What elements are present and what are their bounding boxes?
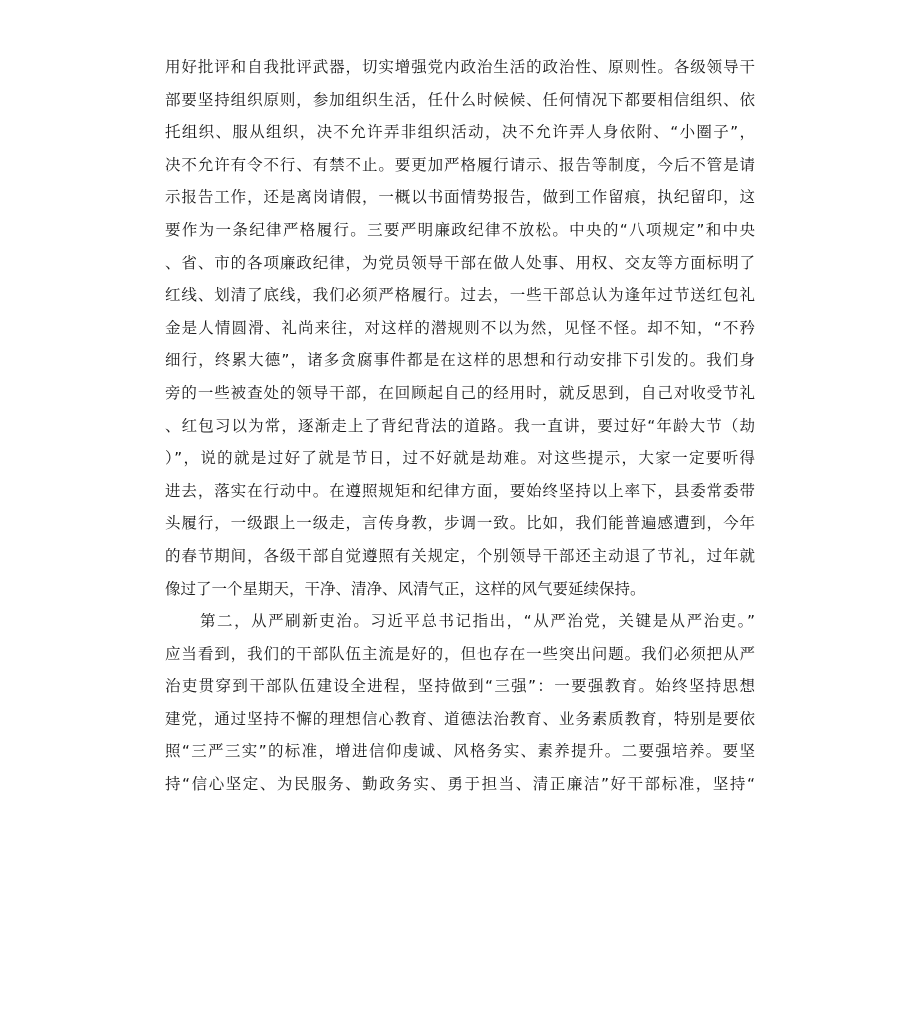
paragraph-1 [165,51,755,605]
text-line: 建党，通过坚持不懈的理想信心教育、道德法治教育、业务素质教育，特别是要依 [165,709,755,728]
text-line: 示报告工作，还是离岗请假，一概以书面情势报告，做到工作留痕，执纪留印，这 [165,188,755,207]
text-line: 的春节期间，各级干部自觉遵照有关规定，个别领导干部还主动退了节礼，过年就 [165,546,755,565]
text-line: 部要坚持组织原则，参加组织生活，任什么时候候、任何情况下都要相信组织、依 [165,90,755,109]
text-line: 进去，落实在行动中。在遵照规矩和纪律方面，要始终坚持以上率下，县委常委带 [165,481,755,500]
paragraph-2 [165,605,755,801]
text-line: 托组织、服从组织，决不允许弄非组织活动，决不允许弄人身依附、“小圈子”， [165,123,755,142]
text-line: 像过了一个星期天，干净、清净、风清气正，这样的风气要延续保持。 [165,579,646,598]
document-body [165,51,755,801]
text-line: ）”，说的就是过好了就是节日，过不好就是劫难。对这些提示，大家一定要听得 [165,449,755,468]
text-line: 红线、划清了底线，我们必须严格履行。过去，一些干部总认为逢年过节送红包礼 [165,286,755,305]
text-line: 持“信心坚定、为民服务、勤政务实、勇于担当、清正廉洁”好干部标准，坚持“ [165,775,755,794]
text-line: 决不允许有令不行、有禁不止。要更加严格履行请示、报告等制度，今后不管是请 [165,155,755,174]
text-line: 细行，终累大德”，诸多贪腐事件都是在这样的思想和行动安排下引发的。我们身 [165,351,755,370]
text-line: 头履行，一级跟上一级走，言传身教，步调一致。比如，我们能普遍感遭到，今年 [165,514,755,533]
text-line: 金是人情圆滑、礼尚来往，对这样的潜规则不以为然，见怪不怪。却不知，“不矜 [165,318,755,337]
text-line: 照“三严三实”的标准，增进信仰虔诚、风格务实、素养提升。二要强培养。要坚 [165,742,755,761]
text-line: 、省、市的各项廉政纪律，为党员领导干部在做人处事、用权、交友等方面标明了 [165,253,755,272]
text-line: 、红包习以为常，逐渐走上了背纪背法的道路。我一直讲，要过好“年龄大节（劫 [165,416,755,435]
text-line: 应当看到，我们的干部队伍主流是好的，但也存在一些突出问题。我们必须把从严 [165,644,755,663]
text-line: 用好批评和自我批评武器，切实增强党内政治生活的政治性、原则性。各级领导干 [165,58,755,76]
text-line: 治吏贯穿到干部队伍建设全进程，坚持做到“三强”：一要强教育。始终坚持思想 [165,677,755,696]
text-line: 第二，从严刷新吏治。习近平总书记指出，“从严治党，关键是从严治吏。” [200,612,755,631]
text-line: 要作为一条纪律严格履行。三要严明廉政纪律不放松。中央的“八项规定”和中央 [165,220,755,239]
text-line: 旁的一些被查处的领导干部，在回顾起自己的经用时，就反思到，自己对收受节礼 [165,383,755,402]
